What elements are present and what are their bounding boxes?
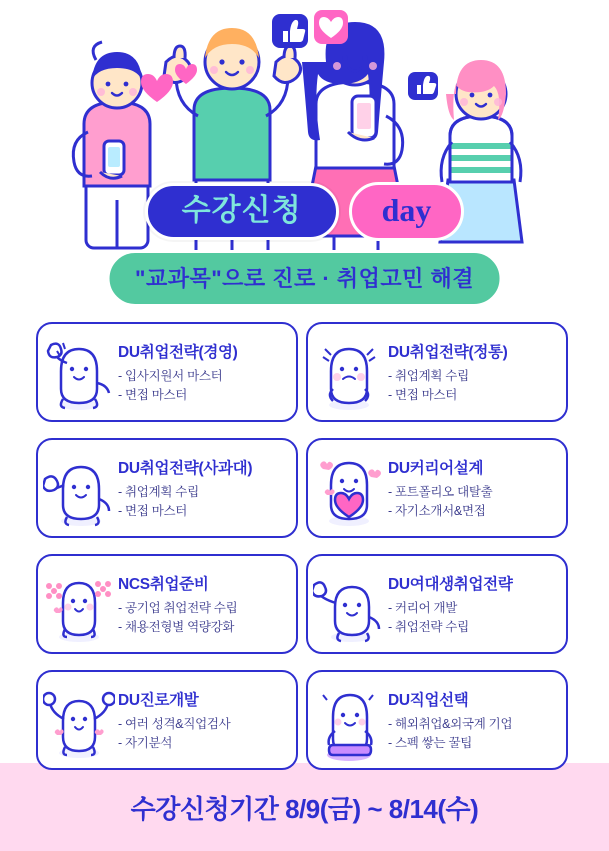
thumbs-up-icon: [408, 72, 438, 100]
card-line: - 해외취업&외국계 기업: [388, 717, 513, 731]
card-line: - 자기소개서&면접: [388, 504, 486, 518]
card-title: DU취업전략(경영): [118, 344, 238, 361]
card-title: DU직업선택: [388, 692, 469, 709]
mascot-heart-icon: [312, 447, 386, 529]
card-line: - 자기분석: [118, 736, 173, 750]
thumbs-up-icon: [272, 14, 308, 48]
title-accent: day: [349, 182, 465, 241]
card-text: [116, 456, 290, 520]
course-card[interactable]: [306, 554, 568, 654]
card-line: - 채용전형별 역량강화: [118, 620, 235, 634]
card-text: [386, 572, 560, 636]
registration-period: 수강신청기간 8/9(금) ~ 8/14(수): [130, 794, 479, 824]
card-line: - 입사지원서 마스터: [118, 369, 223, 383]
title-main: 수강신청: [145, 183, 339, 240]
mascot-flower-icon: [42, 563, 116, 645]
course-card[interactable]: [306, 438, 568, 538]
course-card[interactable]: [36, 322, 298, 422]
mascot-salute-icon: [42, 331, 116, 413]
card-text: [386, 456, 560, 520]
course-card[interactable]: [36, 438, 298, 538]
card-title: DU진로개발: [118, 692, 199, 709]
card-line: - 면접 마스터: [118, 504, 188, 518]
footer-band: [0, 763, 609, 851]
mascot-think-icon: [312, 331, 386, 413]
subtitle-banner: "교과목"으로 진로 · 취업고민 해결: [106, 250, 503, 307]
mascot-point-icon: [312, 563, 386, 645]
card-line: - 공기업 취업전략 수립: [118, 601, 238, 615]
mascot-wave-icon: [42, 447, 116, 529]
card-line: - 면접 마스터: [388, 388, 458, 402]
title-row: [0, 182, 609, 241]
card-line: - 면접 마스터: [118, 388, 188, 402]
course-card[interactable]: [306, 670, 568, 770]
heart-icon: [314, 10, 348, 44]
card-line: - 취업계획 수립: [388, 369, 469, 383]
card-title: DU커리어설계: [388, 460, 484, 477]
card-line: - 취업계획 수립: [118, 485, 199, 499]
card-text: [116, 572, 290, 636]
mascot-cheer-icon: [42, 679, 116, 761]
card-line: - 취업전략 수립: [388, 620, 469, 634]
card-line: - 포트폴리오 대탈출: [388, 485, 493, 499]
card-line: - 스펙 쌓는 꿀팁: [388, 736, 473, 750]
card-text: [386, 688, 560, 752]
mascot-stand-icon: [312, 679, 386, 761]
card-text: [386, 340, 560, 404]
course-card[interactable]: [306, 322, 568, 422]
card-text: [116, 688, 290, 752]
course-card[interactable]: [36, 670, 298, 770]
card-title: DU취업전략(사과대): [118, 460, 253, 477]
course-card-grid: [36, 322, 573, 774]
card-title: DU취업전략(정통): [388, 344, 508, 361]
card-line: - 커리어 개발: [388, 601, 458, 615]
card-text: [116, 340, 290, 404]
course-card[interactable]: [36, 554, 298, 654]
card-title: DU여대생취업전략: [388, 576, 513, 593]
card-line: - 여러 성격&직업검사: [118, 717, 231, 731]
card-title: NCS취업준비: [118, 576, 209, 593]
